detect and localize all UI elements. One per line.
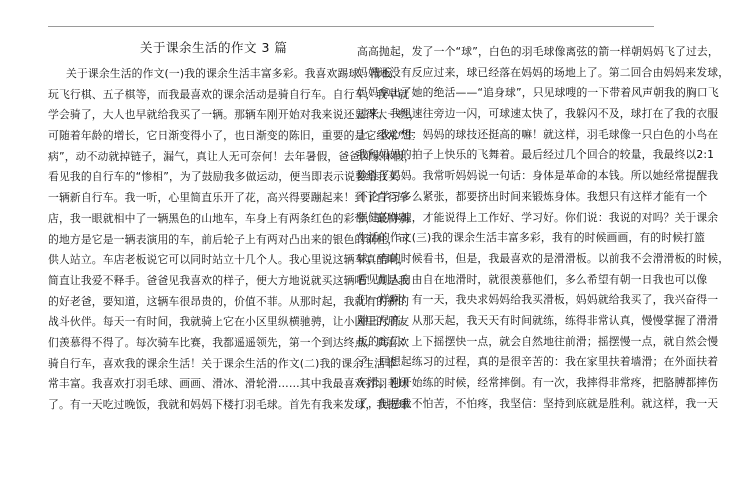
left-text-line: 可随着年龄的增长，它日渐变得小了，也日渐变的陈旧，重要的是它经常“生 <box>48 129 415 143</box>
left-text-line: 看见我的自行车的“惨相”，为了鼓励我多做运动，便当即表示说要给我买 <box>48 170 399 184</box>
right-text-line: 板的窍门：上下摇摆快一点，就会自然地往前滑；摇摆慢一点，就自然会慢 <box>357 334 719 348</box>
right-text-line: 生活的作文(三)我的课余生活丰富多彩，我有的时候画画，有的时候打篮 <box>357 231 706 245</box>
right-text-line: 妈妈还没有反应过来，球已经落在妈妈的场地上了。第二回合由妈妈来发球， <box>357 65 729 79</box>
left-text-line: 的地方是它是一辆表演用的车，前后轮子上有两对凸出来的银色的钢柱，可 <box>48 232 410 246</box>
left-text-line: 的好老爸，要知道，这辆车很昂贵的，价值不菲。从那时起，我就有的新的 <box>48 294 410 308</box>
left-text-line: 病”，动不动就掉链子，漏气，真让人无可奈何！去年暑假，爸爸回家休假， <box>48 149 415 163</box>
left-text-line: 了。有一天吃过晚饭，我就和妈妈下楼打羽毛球。首先有我来发球，我把球 <box>48 398 410 411</box>
left-text-line: 战斗伙伴。每天一有时间，我就骑上它在小区里纵横驰骋，让小区里的朋友 <box>48 315 410 329</box>
right-text-line: 高高抛起，发了一个“球”，白色的羽毛球像离弦的箭一样朝妈妈飞了过去， <box>357 45 719 58</box>
right-text-line: 我和妈妈的拍子上快乐的飞舞着。最后经过几个回合的较量，我最终以2:1 <box>357 148 715 162</box>
right-column <box>357 42 729 414</box>
right-text-line: 球，有的时候看书，但是，我最喜欢的是滑滑板。以前我不会滑滑板的时候， <box>357 251 729 265</box>
right-text-line: 了。回想起练习的过程，真的是很辛苦的：我在家里扶着墙滑；在外面扶着 <box>357 355 719 369</box>
left-text-line: 常丰富。我喜欢打羽毛球、画画、滑冰、滑轮滑……其中我最喜欢打羽毛球 <box>48 377 410 391</box>
left-text-line: 一辆新自行车。我一听，心里简直乐开了花，高兴得要蹦起来！到了自行车 <box>48 191 410 205</box>
right-text-line: 看见别人自由自在地滑时，就很羡慕他们，多么希望有朝一日我也可以像 <box>357 272 708 286</box>
right-text-line: 不论学习多么紧张，都要挤出时间来锻炼身体。我想只有这样才能有一个 <box>357 189 708 203</box>
right-text-line: 妈妈拿出了她的绝活——“追身球”，只见球嗖的一下带着风声朝我的胸口飞 <box>357 86 719 100</box>
left-text-line: 供人站立。车店老板说它可以同时站立十几个人。我心里说这辆车真酷啊， <box>48 253 410 267</box>
right-text-line: 车滑。刚开始练的时候，经常摔倒。有一次，我摔得非常疼，把胳膊都摔伤 <box>357 376 719 389</box>
left-text-line: 简直让我爱不释手。爸爸见我喜欢的样子，便大方地说就买这辆吧！真是我 <box>48 273 410 287</box>
left-text-line: 关于课余生活的作文(一)我的课余生活丰富多彩。我喜欢踢球、滑板、 <box>66 67 404 80</box>
left-text-line: 玩飞行棋、五子棋等，而我最喜欢的课余活动是骑自行车。自行车，我早就 <box>48 87 410 101</box>
left-text-line: 骑自行车，喜欢我的课余生活！关于课余生活的作文(二)我的课余生活非 <box>48 356 397 370</box>
left-text-line: 店，我一眼就相中了一辆黑色的山地车，车身上有两条红色的彩带，最特别 <box>48 211 410 225</box>
right-text-line: 上。我心想：妈妈的球技还挺高的嘛！就这样，羽毛球像一只白色的小鸟在 <box>357 127 719 141</box>
left-text-line: 学会骑了，大人也早就给我买了一辆。那辆车刚开始对我来说还显得大一些， <box>48 108 421 122</box>
right-text-line: 蹦三尺高。从那天起，我天天有时间就练，练得非常认真，慢慢掌握了滑滑 <box>357 313 719 327</box>
right-text-line: 险胜了妈妈。我常听妈妈说一句话：身体是革命的本钱。所以她经常提醒我 <box>357 169 719 183</box>
header-rule <box>48 26 654 27</box>
left-column <box>48 64 421 416</box>
right-text-line: 了，但是我不怕苦，不怕疼，我坚信：坚持到底就是胜利。就这样，我一天 <box>357 396 719 410</box>
left-text-line: 们羡慕得不得了。每次骑车比赛，我都遥遥领先，第一个到达终点。真喜欢 <box>48 335 410 349</box>
right-text-line: 过来，我迅速往旁边一闪，可球速太快了，我躲闪不及，球打在了我的衣服 <box>357 107 719 121</box>
right-text-line: 强健的体魄，才能说得上工作好、学习好。你们说：我说的对吗？关于课余 <box>357 210 719 224</box>
document-title: 关于课余生活的作文 3 篇 <box>140 40 288 55</box>
right-text-line: 们一样啊！有一天，我央求妈妈给我买滑板，妈妈就给我买了，我兴奋得一 <box>357 293 719 307</box>
